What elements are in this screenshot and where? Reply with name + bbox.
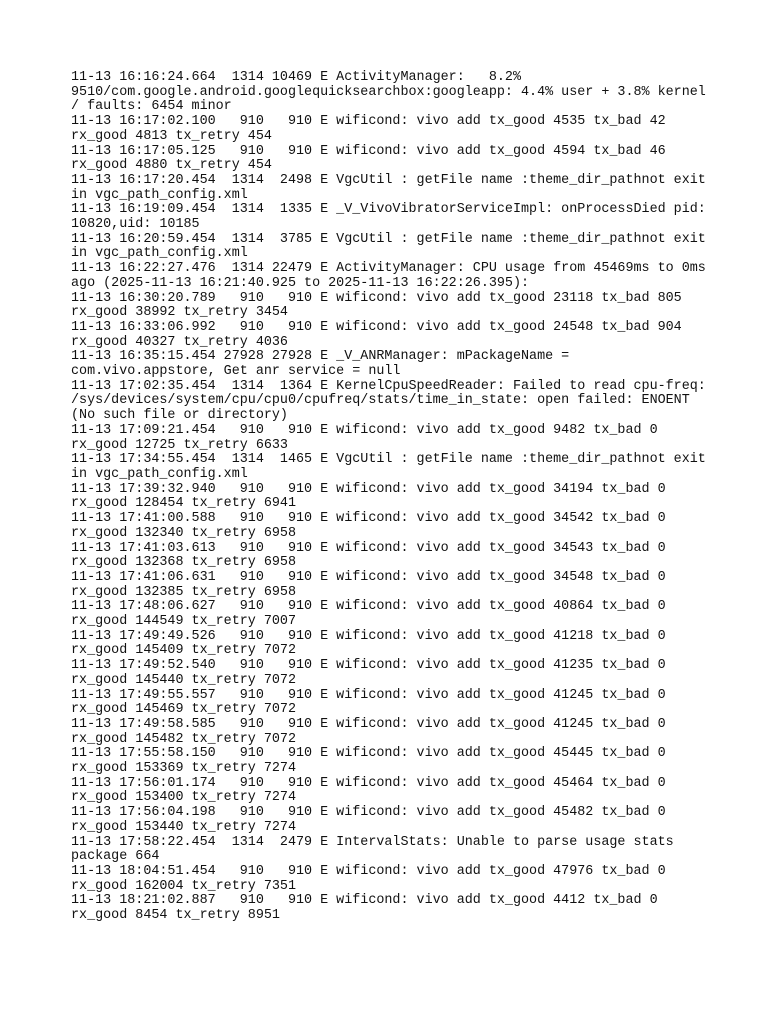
log-entry-5: 11-13 16:19:09.454 1314 1335 E _V_VivoVibratorServiceImpl: onProcessDied pid: 10820,uid: 10185	[71, 202, 714, 233]
log-entry-10: 11-13 16:35:15.454 27928 27928 E _V_ANRManager: mPackageName = com.vivo.appstore, Get anr service = null	[71, 349, 578, 380]
log-entry-21: 11-13 17:49:55.557 910 910 E wificond: vivo add tx_good 41245 tx_bad 0 rx_good 145469 tx_retry 7072	[71, 687, 674, 718]
log-entry-25: 11-13 17:56:04.198 910 910 E wificond: vivo add tx_good 45482 tx_bad 0 rx_good 153440 tx_retry 7274	[71, 805, 674, 835]
log-entry-8: 11-13 16:30:20.789 910 910 E wificond: vivo add tx_good 23118 tx_bad 805 rx_good 38992 tx_retry 3454	[71, 290, 690, 321]
log-entry-23: 11-13 17:55:58.150 910 910 E wificond: vivo add tx_good 45445 tx_bad 0 rx_good 153369 tx_retry 7274	[71, 746, 674, 777]
log-entry-6: 11-13 16:20:59.454 1314 3785 E VgcUtil : getFile name :theme_dir_pathnot exit in vgc_path_config.xml	[71, 231, 714, 262]
log-entry-9: 11-13 16:33:06.992 910 910 E wificond: vivo add tx_good 24548 tx_bad 904 rx_good 40327 tx_retry 4036	[71, 319, 690, 350]
log-entry-15: 11-13 17:41:00.588 910 910 E wificond: vivo add tx_good 34542 tx_bad 0 rx_good 132340 tx_retry 6958	[71, 511, 674, 541]
log-entry-7: 11-13 16:22:27.476 1314 22479 E ActivityManager: CPU usage from 45469ms to 0ms ago (2025-11-13 16:21:40.925 to 2025-11-13 16:22:26.395):	[71, 261, 714, 291]
log-entry-26: 11-13 17:58:22.454 1314 2479 E IntervalStats: Unable to parse usage stats package 664	[71, 834, 682, 865]
log-entry-28: 11-13 18:21:02.887 910 910 E wificond: vivo add tx_good 4412 tx_bad 0 rx_good 8454 tx_retry 8951	[71, 893, 666, 924]
log-entry-17: 11-13 17:41:06.631 910 910 E wificond: vivo add tx_good 34548 tx_bad 0 rx_good 132385 tx_retry 6958	[71, 569, 674, 600]
log-entry-24: 11-13 17:56:01.174 910 910 E wificond: vivo add tx_good 45464 tx_bad 0 rx_good 153400 tx_retry 7274	[71, 775, 674, 806]
log-entry-12: 11-13 17:09:21.454 910 910 E wificond: vivo add tx_good 9482 tx_bad 0 rx_good 12725 tx_retry 6633	[71, 422, 666, 453]
log-entry-13: 11-13 17:34:55.454 1314 1465 E VgcUtil : getFile name :theme_dir_pathnot exit in vgc_path_config.xml	[71, 452, 714, 482]
log-entry-20: 11-13 17:49:52.540 910 910 E wificond: vivo add tx_good 41235 tx_bad 0 rx_good 145440 tx_retry 7072	[71, 658, 674, 688]
log-entry-4: 11-13 16:17:20.454 1314 2498 E VgcUtil : getFile name :theme_dir_pathnot exit in vgc_path_config.xml	[71, 172, 714, 203]
log-entry-11: 11-13 17:02:35.454 1314 1364 E KernelCpuSpeedReader: Failed to read cpu-freq: /sys/devices/system/cpu/cpu0/cpufreq/stats/time_in_state: open failed: ENOENT (No such file or directory)	[71, 378, 714, 424]
log-entry-27: 11-13 18:04:51.454 910 910 E wificond: vivo add tx_good 47976 tx_bad 0 rx_good 162004 tx_retry 7351	[71, 863, 674, 894]
log-entry-2: 11-13 16:17:02.100 910 910 E wificond: vivo add tx_good 4535 tx_bad 42 rx_good 4813 tx_retry 454	[71, 114, 674, 144]
log-entry-19: 11-13 17:49:49.526 910 910 E wificond: vivo add tx_good 41218 tx_bad 0 rx_good 145409 tx_retry 7072	[71, 628, 674, 659]
log-entry-16: 11-13 17:41:03.613 910 910 E wificond: vivo add tx_good 34543 tx_bad 0 rx_good 132368 tx_retry 6958	[71, 540, 674, 571]
log-document	[71, 70, 714, 924]
log-entry-14: 11-13 17:39:32.940 910 910 E wificond: vivo add tx_good 34194 tx_bad 0 rx_good 128454 tx_retry 6941	[71, 481, 674, 512]
log-entry-3: 11-13 16:17:05.125 910 910 E wificond: vivo add tx_good 4594 tx_bad 46 rx_good 4880 tx_retry 454	[71, 143, 674, 174]
log-entry-1: 11-13 16:16:24.664 1314 10469 E ActivityManager: 8.2% 9510/com.google.android.googlequicksearchbox:googleapp: 4.4% user + 3.8% kernel / faults: 6454 minor	[71, 70, 714, 115]
log-entry-22: 11-13 17:49:58.585 910 910 E wificond: vivo add tx_good 41245 tx_bad 0 rx_good 145482 tx_retry 7072	[71, 716, 674, 747]
log-entry-18: 11-13 17:48:06.627 910 910 E wificond: vivo add tx_good 40864 tx_bad 0 rx_good 144549 tx_retry 7007	[71, 599, 674, 630]
